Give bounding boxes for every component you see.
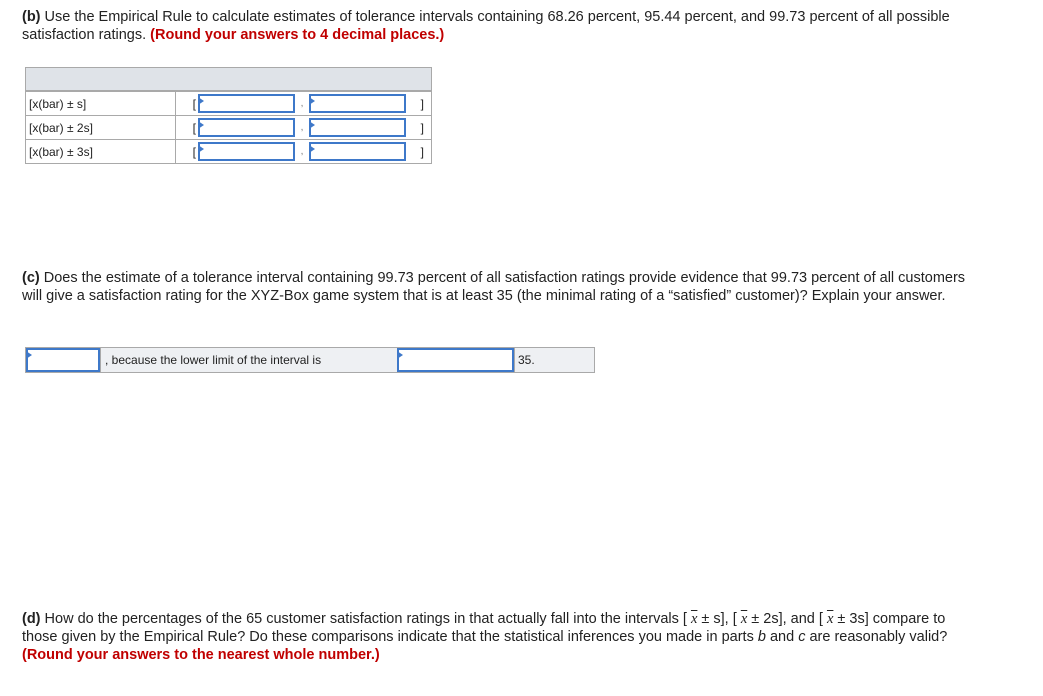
part-c-answer-row — [25, 347, 595, 373]
xbar-symbol: $\overline{x}$ — [826, 611, 834, 627]
part-c-question — [22, 269, 972, 305]
part-d-instruction: (Round your answers to the nearest whole number.) — [22, 647, 380, 663]
threshold-text: 35. — [514, 348, 594, 372]
open-bracket: [ — [192, 144, 196, 159]
yes-no-select[interactable] — [26, 348, 100, 372]
xbar-symbol: $\overline{x}$ — [740, 611, 748, 627]
part-b-label: (b) — [22, 9, 41, 25]
lower-bound-input-2s[interactable] — [198, 118, 295, 137]
interval-table — [25, 67, 432, 164]
lower-bound-input-3s[interactable] — [198, 142, 295, 161]
interval-row-3s — [26, 139, 431, 163]
part-b-question — [22, 8, 972, 44]
close-bracket: ] — [420, 120, 424, 135]
part-b-instruction: (Round your answers to 4 decimal places.) — [150, 27, 445, 43]
part-d-question — [22, 610, 972, 664]
close-bracket: ] — [420, 96, 424, 111]
separator: , — [300, 122, 304, 133]
part-b-ref: b — [757, 629, 766, 645]
part-b-text: Use the Empirical Rule to calculate estimates of tolerance intervals containing 68.26 percent, 95.44 percent, and 99.73 percent of all possible satisfaction ratings. — [22, 9, 950, 43]
part-c-label: (c) — [22, 270, 40, 286]
interval-row-label: [x(bar) ± s] — [26, 92, 176, 115]
upper-bound-input-3s[interactable] — [309, 142, 406, 161]
part-c-text: Does the estimate of a tolerance interval containing 99.73 percent of all satisfaction ratings provide evidence that 99.73 percent of all customers will give a satisfaction rating for the XYZ-Box game system that is at least 35 (the minimal rating of a “satisfied” customer)? Explain your answer. — [22, 270, 966, 304]
open-bracket: [ — [192, 96, 196, 111]
pm-3s: ± 3s] compare to those given by the Empirical Rule? Do these comparisons indicate that the statistical inferences you made in parts — [22, 611, 946, 645]
comparison-select[interactable] — [397, 348, 514, 372]
part-c-ref: c — [798, 629, 806, 645]
xbar-symbol: $\overline{x}$ — [690, 611, 698, 627]
part-d-label: (d) — [22, 611, 41, 627]
interval-row-1s — [26, 91, 431, 115]
interval-row-2s — [26, 115, 431, 139]
lower-bound-input-1s[interactable] — [198, 94, 295, 113]
separator: , — [300, 146, 304, 157]
interval-table-header — [26, 68, 431, 91]
because-text: , because the lower limit of the interval is — [100, 348, 397, 372]
upper-bound-input-1s[interactable] — [309, 94, 406, 113]
close-bracket: ] — [420, 144, 424, 159]
and-text: and — [765, 629, 799, 645]
separator: , — [300, 98, 304, 109]
interval-row-label: [x(bar) ± 2s] — [26, 116, 176, 139]
part-d-text-b: are reasonably valid? — [805, 629, 948, 645]
open-bracket: [ — [192, 120, 196, 135]
pm-s: ± s], [ — [697, 611, 741, 627]
pm-2s: ± 2s], and [ — [747, 611, 827, 627]
interval-row-label: [x(bar) ± 3s] — [26, 140, 176, 163]
upper-bound-input-2s[interactable] — [309, 118, 406, 137]
part-d-text-a: How do the percentages of the 65 customer satisfaction ratings in that actually fall into the intervals [ — [40, 611, 691, 627]
